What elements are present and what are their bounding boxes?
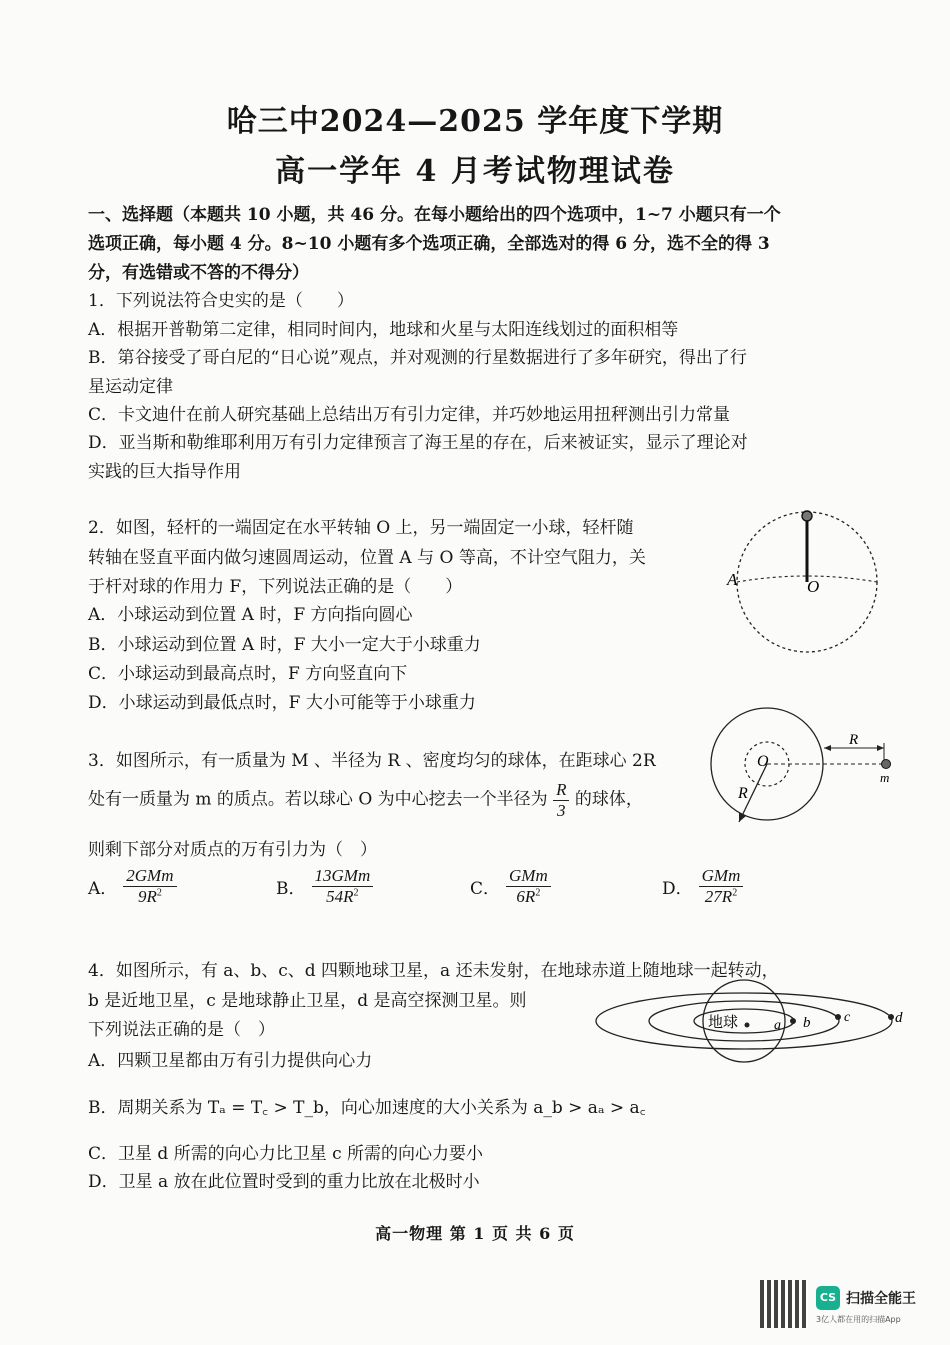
question-3-option-c: C． $\frac{\text{GMm}}{6R^2}$ xyxy=(470,866,551,906)
fig4-label-a: a xyxy=(774,1018,781,1033)
question-1-option-c: C．卡文迪什在前人研究基础上总结出万有引力定律，并巧妙地运用扭秤测出引力常量 xyxy=(88,405,731,425)
question-2-figure xyxy=(725,505,875,670)
scanner-app-name: 扫描全能王 xyxy=(846,1291,916,1307)
question-3-option-a: A． $\frac{\text{2GMm}}{9R^2}$ xyxy=(88,866,177,906)
question-1-option-d: D．亚当斯和勒维耶利用万有引力定律预言了海王星的存在，后来被证实，显示了理论对 xyxy=(88,433,748,453)
question-2-option-c: C．小球运动到最高点时，F 方向竖直向下 xyxy=(88,664,408,684)
question-4-option-d: D．卫星 a 放在此位置时受到的重力比放在北极时小 xyxy=(88,1172,480,1192)
fig4-label-b: b xyxy=(803,1015,811,1031)
question-3-stem: 则剩下部分对质点的万有引力为（ ） xyxy=(88,840,377,860)
question-3-option-b: B． $\frac{\text{13GMm}}{54R^2}$ xyxy=(276,866,373,906)
question-1-option-d-cont: 实践的巨大指导作用 xyxy=(88,462,241,482)
page-footer: 高一物理 第 1 页 共 6 页 xyxy=(375,1224,575,1243)
question-4-option-c: C．卫星 d 所需的向心力比卫星 c 所需的向心力要小 xyxy=(88,1144,484,1164)
fig3-label-r-top: R xyxy=(849,732,859,748)
fig4-label-d: d xyxy=(895,1010,903,1026)
question-2-option-b: B．小球运动到位置 A 时，F 大小一定大于小球重力 xyxy=(88,635,481,655)
question-4-stem: 下列说法正确的是（ ） xyxy=(88,1020,275,1040)
question-2-stem: 2．如图，轻杆的一端固定在水平转轴 O 上，另一端固定一小球，轻杆随 xyxy=(88,518,634,538)
question-3-option-d: D． $\frac{\text{GMm}}{27R^2}$ xyxy=(662,866,743,906)
question-2-option-d: D．小球运动到最低点时，F 大小可能等于小球重力 xyxy=(88,693,476,713)
fig3-label-o: O xyxy=(757,753,769,770)
question-4-option-a: A．四颗卫星都由万有引力提供向心力 xyxy=(88,1051,373,1071)
fig2-label-a: A xyxy=(727,570,738,589)
question-1-stem: 1．下列说法符合史实的是（ ） xyxy=(88,291,354,311)
question-4-figure xyxy=(592,985,912,1065)
question-2-stem: 于杆对球的作用力 F，下列说法正确的是（ ） xyxy=(88,577,463,597)
question-3-stem: 3．如图所示，有一质量为 M 、半径为 R 、密度均匀的球体，在距球心 2R xyxy=(88,751,656,771)
fig4-label-c: c xyxy=(844,1010,851,1025)
question-4-stem: 4．如图所示，有 a、b、c、d 四颗地球卫星，a 还未发射，在地球赤道上随地球一起转动， xyxy=(88,961,779,981)
qr-code-image xyxy=(760,1280,808,1328)
question-3-figure xyxy=(712,706,902,836)
question-1-option-a: A．根据开普勒第二定律，相同时间内，地球和火星与太阳连线划过的面积相等 xyxy=(88,320,679,340)
section-instructions-line: 选项正确，每小题 4 分。8~10 小题有多个选项正确，全部选对的得 6 分，选不全的得 3 xyxy=(88,234,770,254)
question-4-stem: b 是近地卫星，c 是地球静止卫星，d 是高空探测卫星。则 xyxy=(88,991,527,1011)
exam-title-subject: 高一学年 4 月考试物理试卷 xyxy=(275,154,675,189)
question-2-option-a: A．小球运动到位置 A 时，F 方向指向圆心 xyxy=(88,605,413,625)
scanner-logo: CS xyxy=(816,1286,840,1310)
section-instructions-line: 一、选择题（本题共 10 小题，共 46 分。在每小题给出的四个选项中，1~7 小题只有一个 xyxy=(88,205,781,225)
question-4-option-b: B．周期关系为 Tₐ = T꜀ > T_b，向心加速度的大小关系为 a_b > aₐ > a꜀ xyxy=(88,1098,646,1118)
fraction-r-over-3: $\frac{R}{3}$ xyxy=(553,780,569,820)
scanner-tagline: 3亿人都在用的扫描App xyxy=(816,1315,901,1324)
fig4-label-earth: 地球 xyxy=(708,1013,739,1031)
question-2-stem: 转轴在竖直平面内做匀速圆周运动，位置 A 与 O 等高，不计空气阻力，关 xyxy=(88,548,646,568)
question-3-text: 处有一质量为 m 的质点。若以球心 O 为中心挖去一个半径为 xyxy=(88,789,548,810)
section-instructions-line: 分，有选错或不答的不得分） xyxy=(88,263,309,283)
question-3-text: 的球体， xyxy=(574,789,643,810)
fig3-label-m: m xyxy=(880,770,890,785)
exam-title-school: 哈三中2024—2025 学年度下学期 xyxy=(226,104,724,139)
question-3-stem-line2 xyxy=(88,780,643,820)
fig2-label-o: O xyxy=(807,577,820,596)
question-1-option-b: B．第谷接受了哥白尼的“日心说”观点，并对观测的行星数据进行了多年研究，得出了行 xyxy=(88,348,747,368)
question-1-option-b-cont: 星运动定律 xyxy=(88,377,173,397)
fig3-label-r: R xyxy=(738,785,748,802)
